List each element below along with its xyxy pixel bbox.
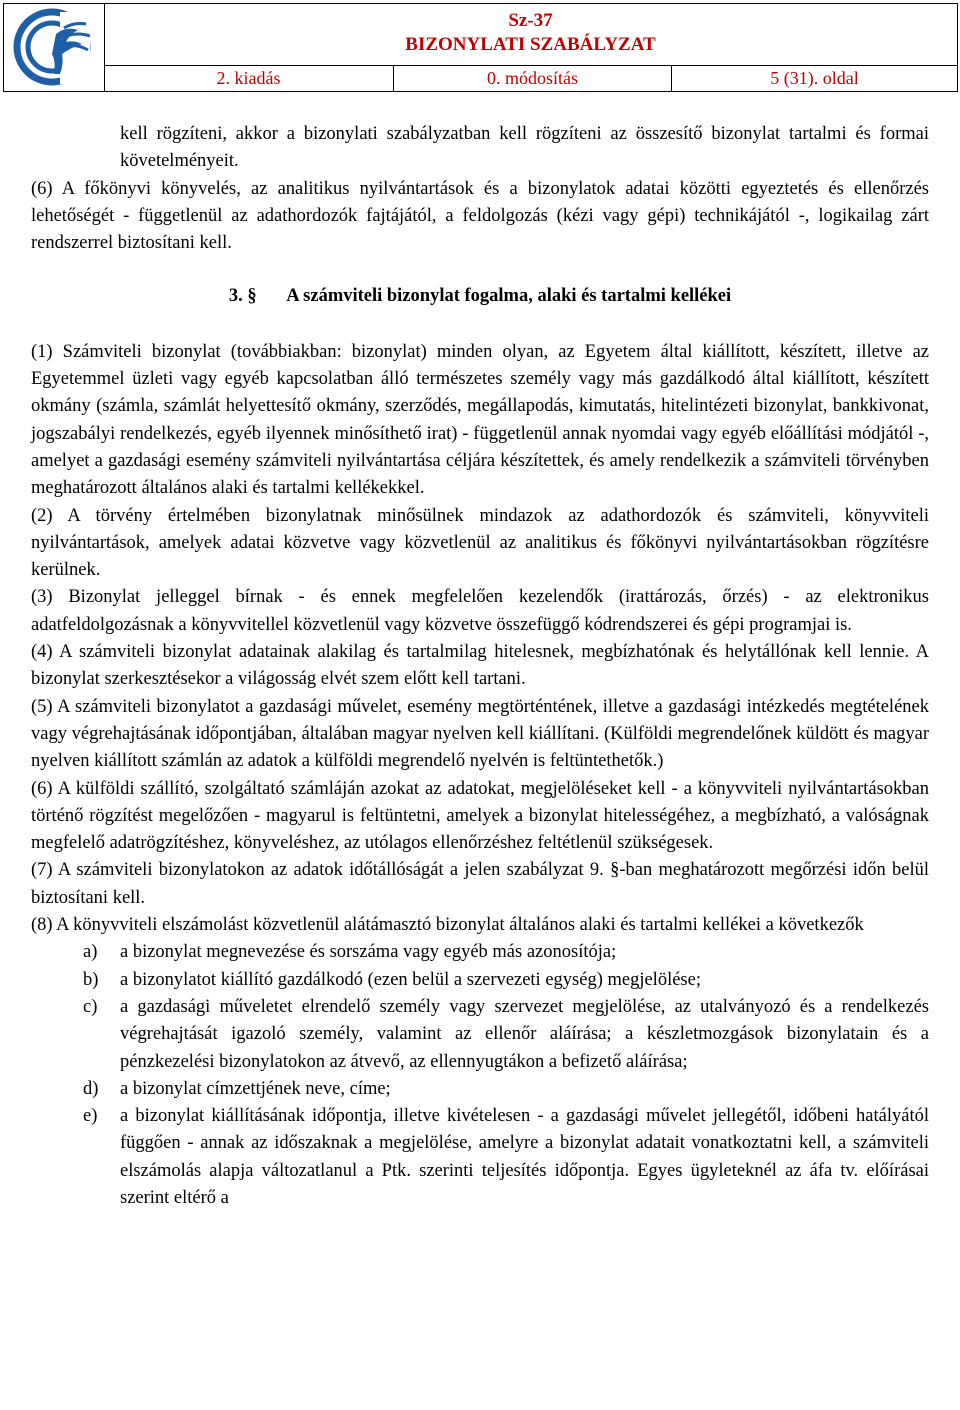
section-title: A számviteli bizonylat fogalma, alaki és tartalmi kellékei: [286, 286, 732, 307]
page-number: 5 (31). oldal: [770, 68, 859, 88]
list-item-text: a gazdasági műveletet elrendelő személy vagy szervezet megjelölése, az utalványozó és a rendelkezés végrehajtását igazoló személy, valamint az ellenőr aláírása; a készletmozgások bizonylatain és a pénzkezelési bizonylatokon az átvevő, az ellennyugtákon a befizető aláírása;: [120, 996, 929, 1072]
list-item: [31, 939, 929, 966]
document-code: Sz-37: [508, 10, 553, 31]
document-title: BIZONYLATI SZABÁLYZAT: [405, 34, 656, 55]
intro-continuation: kell rögzíteni, akkor a bizonylati szabályzatban kell rögzíteni az összesítő bizonylat tartalmi és formai követelményeit.: [120, 124, 929, 172]
list-item-text: a bizonylat címzettjének neve, címe;: [120, 1078, 391, 1099]
list-item-text: a bizonylatot kiállító gazdálkodó (ezen belül a szervezeti egység) megjelölése;: [120, 969, 701, 990]
list-item-label: d): [83, 1078, 99, 1099]
paragraph-8: (8) A könyvviteli elszámolást közvetlenül alátámasztó bizonylat általános alaki és tartalmi kellékei a következők: [31, 915, 864, 936]
list-item-text: a bizonylat kiállításának időpontja, illetve kivételesen - a gazdasági művelet jellegétől, időbeni hatályától függően - annak az időszaknak a megjelölése, amelyre a bizonylat adatait vonatkoztatni kell, a számviteli elszámolás alapja változatlanul a Ptk. szerinti teljesítés időpontja. Egyes ügyleteknél az áfa tv. előírásai szerint eltérő a: [120, 1106, 929, 1208]
section-heading: [31, 283, 929, 310]
list-item-label: a): [83, 942, 98, 963]
paragraph-1: (1) Számviteli bizonylat (továbbiakban: bizonylat) minden olyan, az Egyetem által kiállított, készített, illetve az Egyetemmel üzleti vagy egyéb kapcsolatban álló természetes személy vagy más gazdálkodó által kiállított, készített okmány (számla, számlát helyettesítő okmány, szerződés, megállapodás, kimutatás, hitelintézeti bizonylat, bankkivonat, jogszabályi rendelkezés, egyéb ilyennek minősíthető irat) - függetlenül annak nyomdai vagy egyéb előállítási módjától -, amelyet a gazdasági esemény számviteli nyilvántartása céljára készítettek, és amely rendelkezik a számviteli törvényben meghatározott általános alaki és tartalmi kellékekkel.: [31, 341, 929, 499]
document-header: [3, 3, 958, 92]
document-body: [31, 121, 929, 1212]
logo-cell: [4, 4, 105, 91]
modification-label: 0. módosítás: [394, 66, 672, 91]
paragraph-4: (4) A számviteli bizonylat adatainak alakilag és tartalmilag hitelesnek, megbízhatónak és helytállónak kell lennie. A bizonylat szerkesztésekor a világosság elvét szem előtt kell tartani.: [31, 642, 929, 690]
list-item: [31, 1076, 929, 1103]
list-item: [31, 994, 929, 1076]
paragraph-3: (3) Bizonylat jelleggel bírnak - és ennek megfelelően kezelendők (irattározás, őrzés) - az elektronikus adatfeldolgozásnak a könyvvitellel közvetlenül vagy közvetve összefüggő kódrendszerei és gépi programjai is.: [31, 587, 929, 635]
list-item: [31, 967, 929, 994]
edition-label: 2. kiadás: [104, 66, 394, 91]
requirements-list: [31, 939, 929, 1212]
university-logo: [4, 4, 104, 91]
header-title-cell: [104, 4, 957, 66]
paragraph-6: (6) A külföldi szállító, szolgáltató számláján azokat az adatokat, megjelöléseket kell - a könyvviteli nyilvántartásokban történő rögzítést megelőzően - magyarul is feltüntetni, amelyek a bizonylat hitelességéhez, a megbízható, a valóságnak megfelelő adatrögzítéshez, könyveléshez, az utólagos ellenőrzéshez feltétlenül szükségesek.: [31, 778, 929, 854]
header-meta-row: [104, 66, 957, 91]
paragraph-5: (5) A számviteli bizonylatot a gazdasági művelet, esemény megtörténtének, illetve a gazdasági intézkedés megtételének vagy végrehajtásának időpontjában, általában magyar nyelven kell kiállítani. (Külföldi megrendelőnek küldött és magyar nyelven kiállított számlán az adatok a külföldi megrendelő nyelvén is feltüntethetők.): [31, 696, 929, 772]
paragraph-7: (7) A számviteli bizonylatokon az adatok időtállóságát a jelen szabályzat 9. §-ban meghatározott megőrzési időn belül biztosítani kell.: [31, 860, 929, 908]
list-item-text: a bizonylat megnevezése és sorszáma vagy egyéb más azonosítója;: [120, 942, 617, 963]
list-item-label: c): [83, 996, 98, 1017]
section-number: 3. §: [228, 286, 257, 307]
paragraph-prev-6: (6) A főkönyvi könyvelés, az analitikus nyilvántartások és a bizonylatok adatai közötti egyeztetés és ellenőrzés lehetőségét - függetlenül az adathordozók fajtájától, a feldolgozás (kézi vagy gépi) technikájától -, logikailag zárt rendszerrel biztosítani kell.: [31, 178, 929, 254]
list-item-label: e): [83, 1106, 98, 1127]
paragraph-2: (2) A törvény értelmében bizonylatnak minősülnek mindazok az adathordozók és számviteli, könyvviteli nyilvántartások, amelyek adatai közvetve vagy közvetlenül az analitikus és főkönyvi nyilvántartásokban rögzítésre kerülnek.: [31, 505, 929, 581]
list-item: [31, 1103, 929, 1212]
list-item-label: b): [83, 969, 99, 990]
